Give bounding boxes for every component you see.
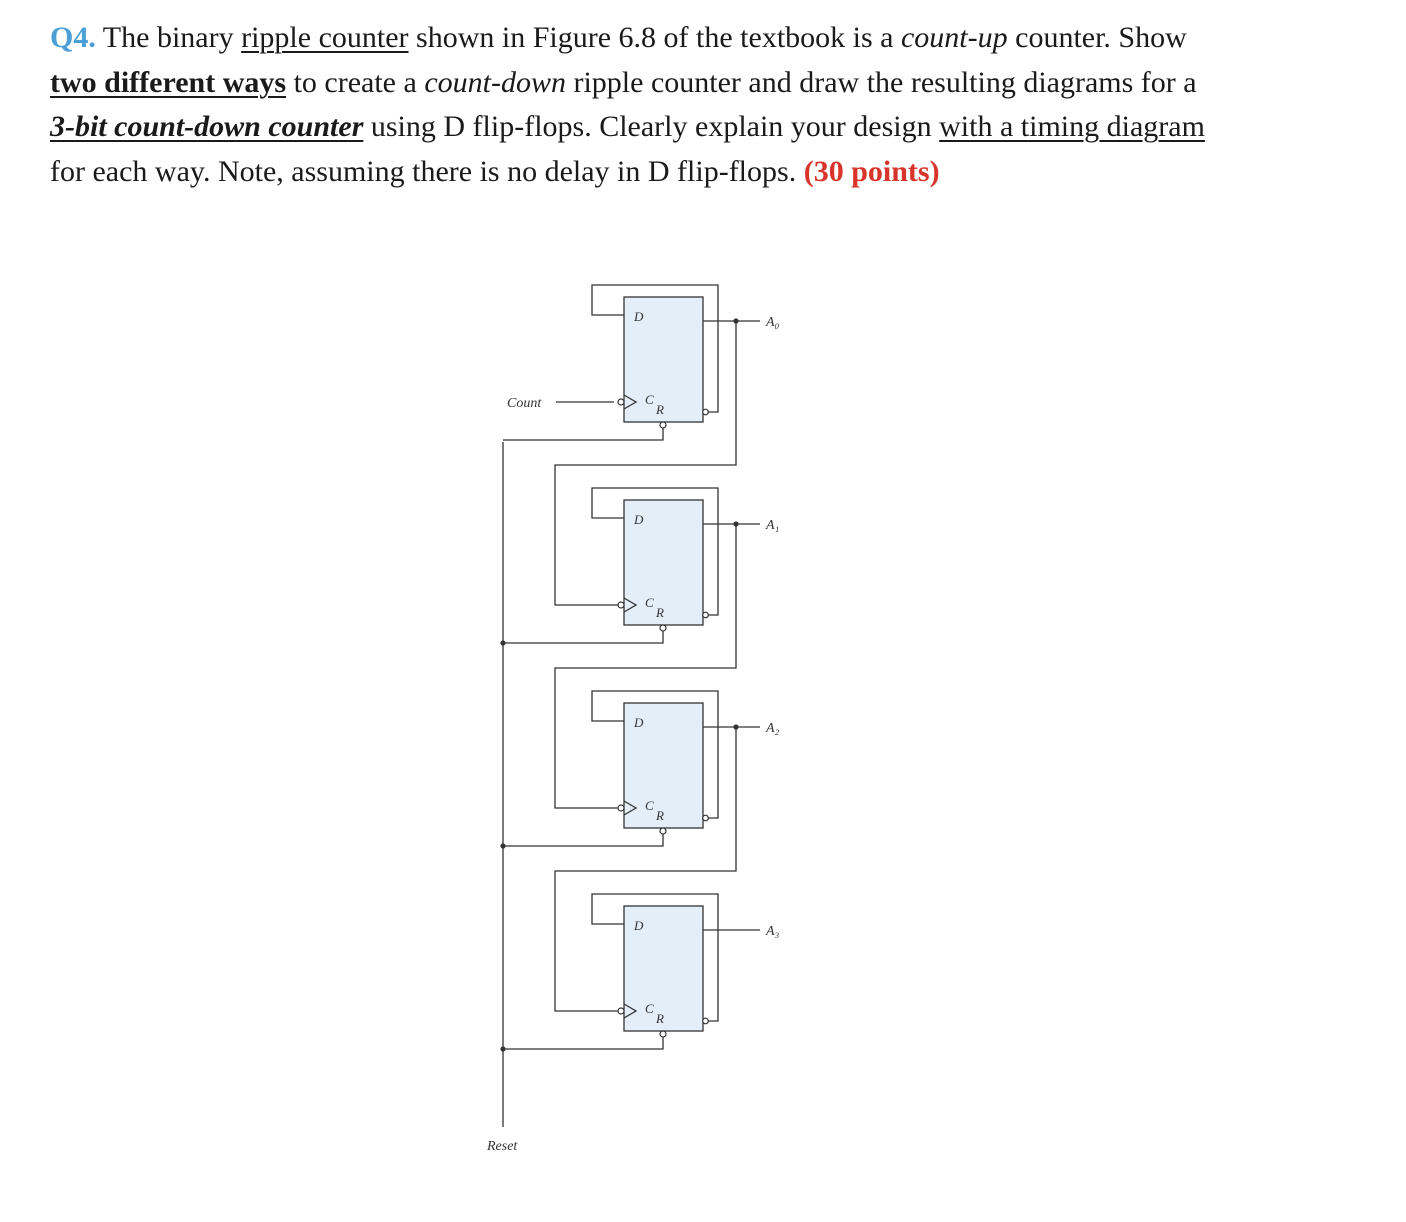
d-label: D bbox=[634, 918, 644, 933]
clock-bubble bbox=[618, 602, 624, 608]
clock-bubble bbox=[618, 399, 624, 405]
question-line-1: Q4. The binary ripple counter shown in Figure 6.8 of the textbook is a count-up counter. Show bbox=[50, 21, 1187, 54]
qbar-bubble bbox=[703, 612, 709, 618]
qbar-bubble bbox=[703, 1018, 709, 1024]
reset-wire bbox=[503, 631, 663, 643]
c-label: C bbox=[645, 595, 654, 610]
reset-bubble bbox=[660, 1031, 666, 1037]
clock-bubble bbox=[618, 1008, 624, 1014]
question-number: Q4. bbox=[50, 21, 96, 54]
reset-wire bbox=[503, 428, 663, 440]
reset-wire bbox=[503, 1037, 663, 1049]
r-label: R bbox=[656, 402, 664, 417]
output-label-a1: A₁ bbox=[766, 518, 780, 533]
junction-dot bbox=[500, 640, 505, 645]
r-label: R bbox=[656, 808, 664, 823]
reset-wire bbox=[503, 834, 663, 846]
reset-bubble bbox=[660, 422, 666, 428]
reset-label: Reset bbox=[487, 1139, 518, 1154]
c-label: C bbox=[645, 798, 654, 813]
c-label: C bbox=[645, 1001, 654, 1016]
output-label-a0: A₀ bbox=[766, 315, 780, 330]
r-label: R bbox=[656, 1011, 664, 1026]
d-label: D bbox=[634, 309, 644, 324]
reset-bubble bbox=[660, 625, 666, 631]
c-label: C bbox=[645, 392, 654, 407]
points-label: (30 points) bbox=[803, 154, 940, 188]
count-label: Count bbox=[507, 396, 542, 411]
d-label: D bbox=[634, 715, 644, 730]
reset-bubble bbox=[660, 828, 666, 834]
output-label-a3: A₃ bbox=[766, 924, 780, 939]
qbar-bubble bbox=[703, 409, 709, 415]
junction-dot bbox=[500, 1046, 505, 1051]
output-label-a2: A₂ bbox=[766, 721, 780, 736]
question-line-3: 3-bit count-down counter using D flip-flops. Clearly explain your design with a timing diagram bbox=[50, 110, 1205, 143]
r-label: R bbox=[656, 605, 664, 620]
question-line-4: for each way. Note, assuming there is no delay in D flip-flops. (30 points) bbox=[50, 154, 940, 188]
junction-dot bbox=[500, 843, 505, 848]
question-line-2: two different ways to create a count-down ripple counter and draw the resulting diagrams for a bbox=[50, 65, 1197, 99]
flip-flop-0 bbox=[503, 285, 780, 440]
d-label: D bbox=[634, 512, 644, 527]
clock-bubble bbox=[618, 805, 624, 811]
qbar-bubble bbox=[703, 815, 709, 821]
